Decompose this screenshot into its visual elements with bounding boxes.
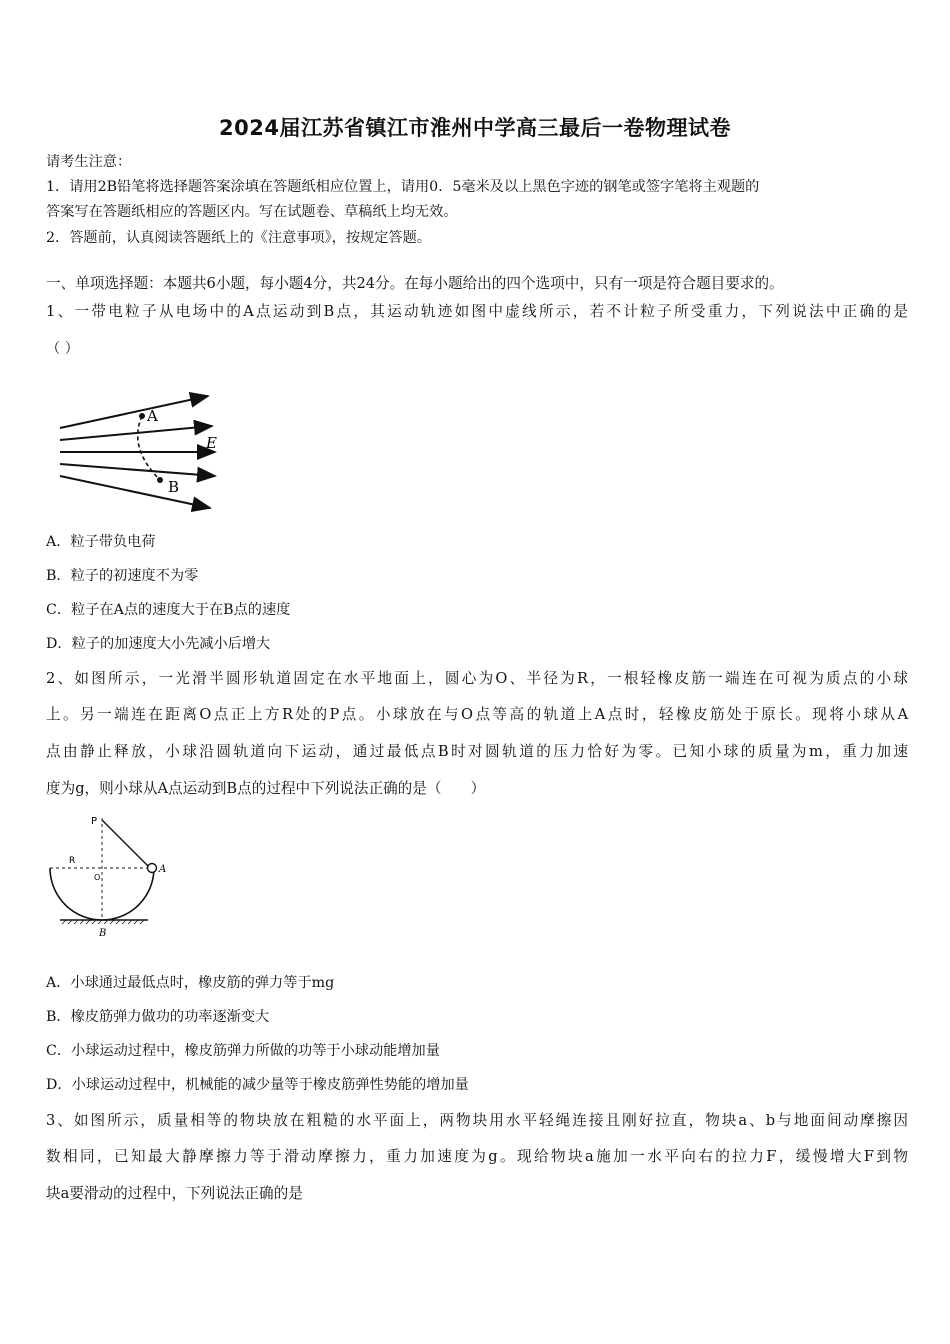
page-title: 2024届江苏省镇江市淮州中学高三最后一卷物理试卷 [219,116,731,140]
ball [148,864,157,873]
q2-stem-line: 2、如图所示，一光滑半圆形轨道固定在水平地面上，圆心为O、半径为R，一根轻橡皮筋一端连在可视为质点的小球 [46,670,908,687]
notice-item: 答案写在答题纸相应的答题区内。写在试题卷、草稿纸上均无效。 [46,204,458,220]
label-o: O [94,873,101,882]
label-e: E [206,434,217,452]
q2-option-c: C．小球运动过程中，橡皮筋弹力所做的功等于小球动能增加量 [46,1043,440,1059]
rubber-band [102,820,148,866]
label-b: B [99,928,107,939]
q1-option-a: A．粒子带负电荷 [46,534,156,550]
notice-item: 2．答题前，认真阅读答题纸上的《注意事项》，按规定答题。 [46,230,431,246]
point-a-dot [139,413,145,419]
notice-item: 1．请用2B铅笔将选择题答案涂填在答题纸相应位置上，请用0．5毫米及以上黑色字迹的钢笔或签字笔将主观题的 [46,179,760,195]
section-heading: 一、单项选择题：本题共6小题，每小题4分，共24分。在每小题给出的四个选项中，只有一项是符合题目要求的。 [46,275,784,292]
field-line [60,396,208,428]
q1-option-d: D．粒子的加速度大小先减小后增大 [46,636,271,652]
q3-stem-line: 数相同，已知最大静摩擦力等于滑动摩擦力，重力加速度为g。现给物块a施加一水平向右的拉力F，缓慢增大F到物 [46,1148,908,1165]
q2-option-a: A．小球通过最低点时，橡皮筋的弹力等于mg [46,975,335,991]
label-p: P [91,816,98,827]
q2-option-d: D．小球运动过程中，机械能的减少量等于橡皮筋弹性势能的增加量 [46,1077,469,1093]
q1-option-b: B．粒子的初速度不为零 [46,568,199,584]
q3-stem-line: 块a要滑动的过程中，下列说法正确的是 [46,1185,303,1202]
q3-stem-line: 3、如图所示，质量相等的物块放在粗糙的水平面上，两物块用水平轻绳连接且刚好拉直，物块a、b与地面间动摩擦因 [46,1112,908,1129]
label-a: A [159,864,167,875]
point-b-dot [157,477,163,483]
notice-heading: 请考生注意： [46,154,132,170]
semicircle-track [50,868,154,920]
q2-option-b: B．橡皮筋弹力做功的功率逐渐变大 [46,1009,270,1025]
q1-option-c: C．粒子在A点的速度大于在B点的速度 [46,602,291,618]
field-line [60,426,212,440]
q1-electric-field-figure [50,388,230,518]
q2-stem-line: 上。另一端连在距离O点正上方R处的P点。小球放在与O点等高的轨道上A点时，轻橡皮筋处于原长。现将小球从A [46,706,908,723]
label-r: R [69,856,76,866]
label-a: A [147,407,158,425]
field-line [60,464,215,476]
q2-semicircle-track-figure [44,812,184,942]
q2-stem-line: 度为g，则小球从A点运动到B点的过程中下列说法正确的是（ ） [46,780,486,797]
q1-stem-line: 1、一带电粒子从电场中的A点运动到B点，其运动轨迹如图中虚线所示，若不计粒子所受重力，下列说法中正确的是 [46,303,908,320]
field-line [60,476,210,508]
q2-stem-line: 点由静止释放，小球沿圆轨道向下运动，通过最低点B时对圆轨道的压力恰好为零。已知小球的质量为m，重力加速 [46,743,908,760]
label-b: B [168,478,180,496]
q1-stem-line: （ ） [46,341,79,357]
